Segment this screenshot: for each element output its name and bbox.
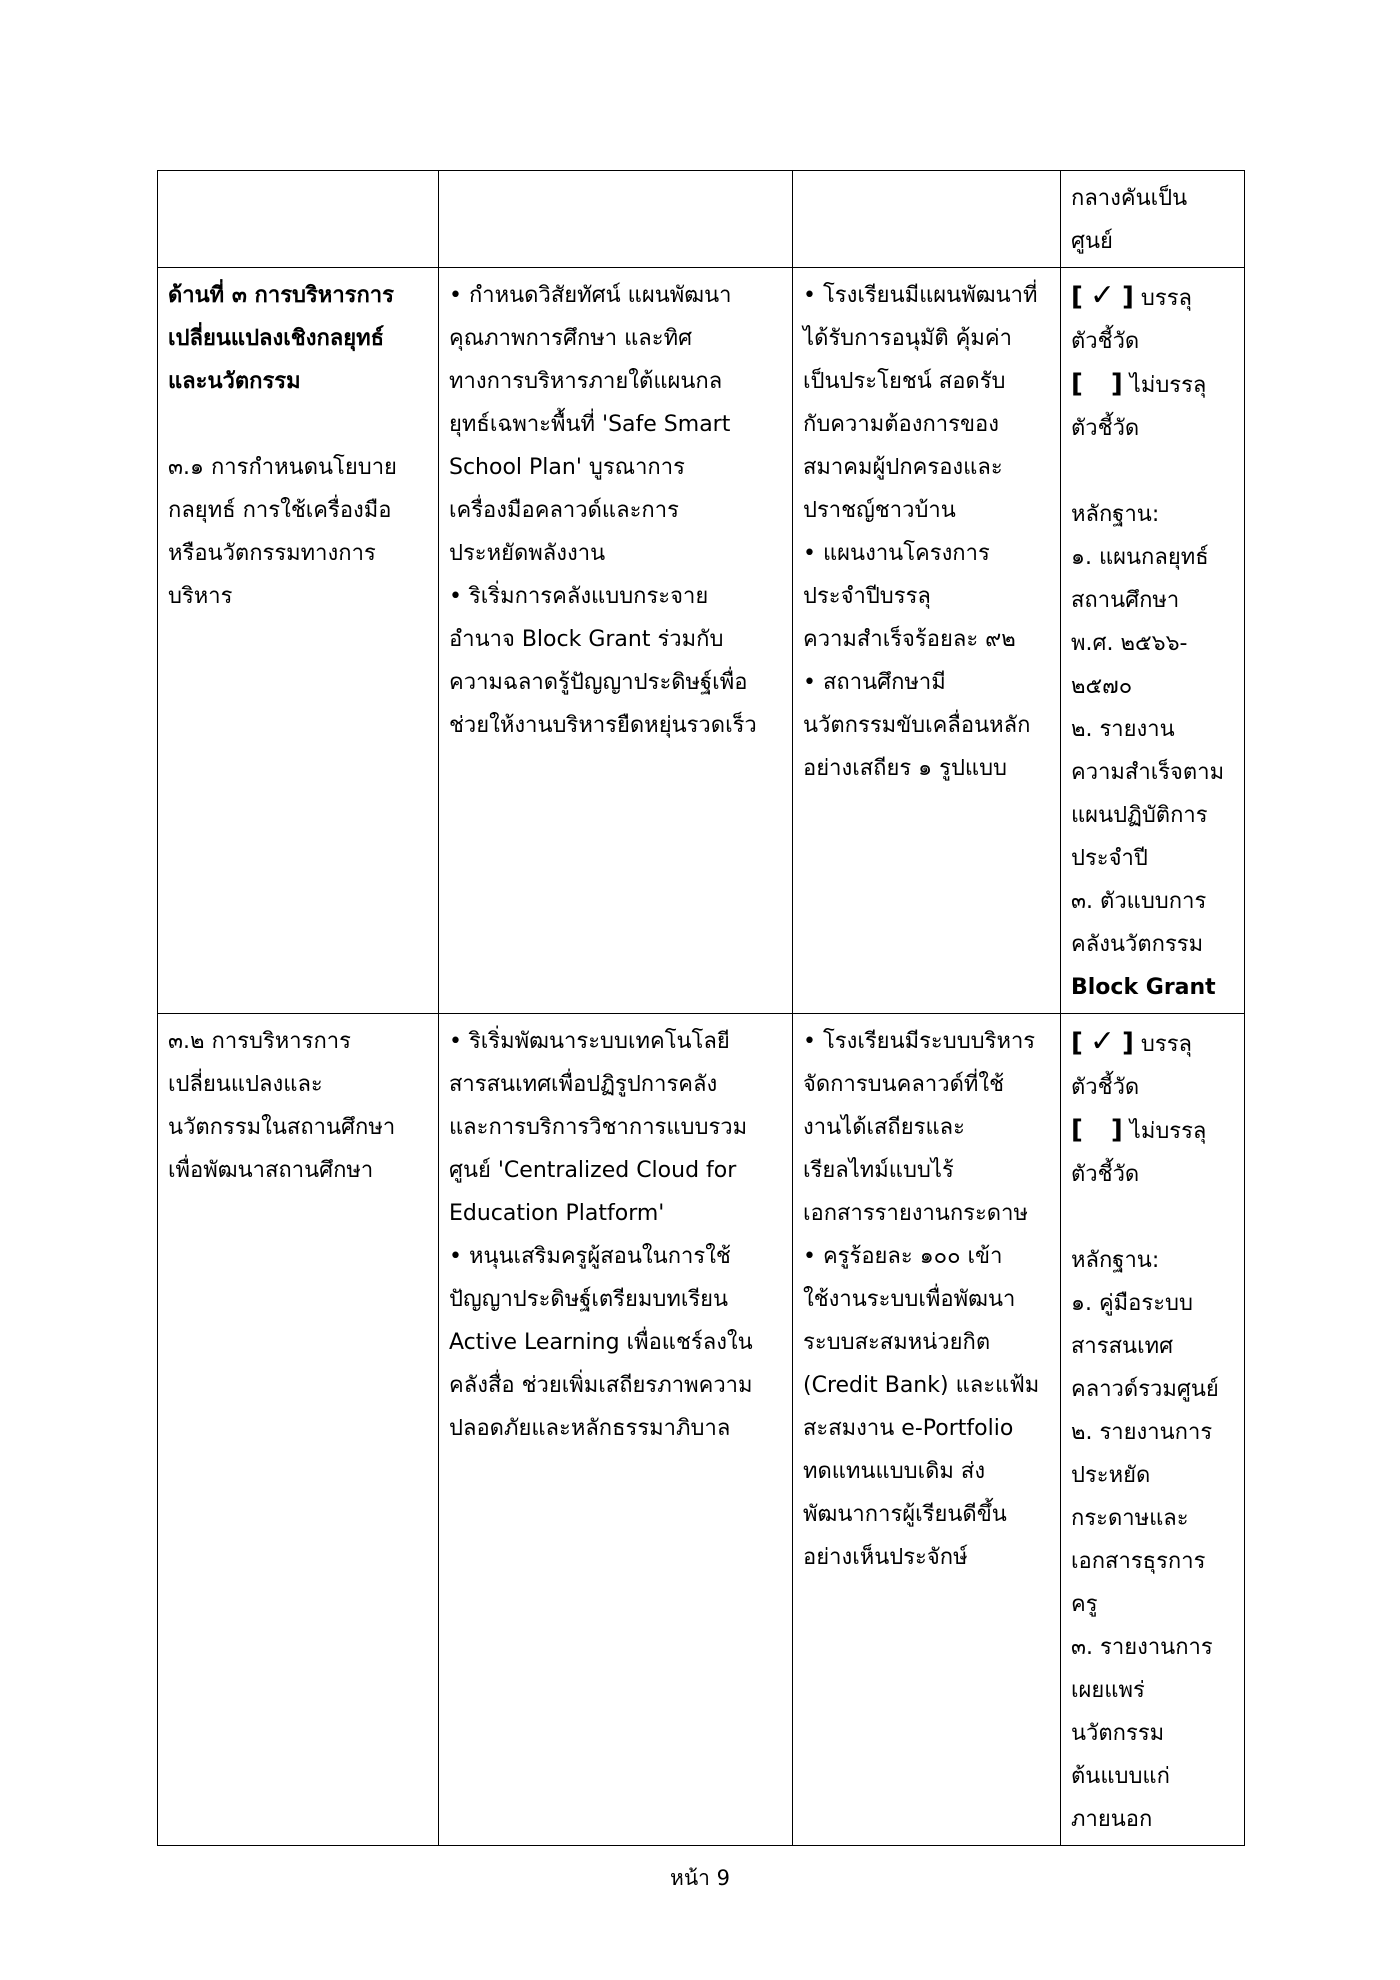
table-cell [793,1014,1061,1846]
unchecked-checkbox[interactable] [1071,1109,1234,1153]
cell-text-line: ๓.๒ การบริหารการ [168,1029,351,1054]
cell-text-line: และการบริการวิชาการแบบรวม [449,1115,748,1140]
cell-text-line: ทางการบริหารภายใต้แผนกล [449,369,723,394]
evidence-line: คลังนวัตกรรม [1071,932,1204,957]
checkbox-close-bracket: ] [1122,1028,1134,1058]
cell-text-line: ศูนย์ [1071,229,1113,254]
evidence-line: หลักฐาน: [1071,502,1160,527]
cell-text-line: คลังสื่อ ช่วยเพิ่มเสถียรภาพความ [449,1373,753,1398]
evidence-line: ๑. แผนกลยุทธ์ [1071,545,1209,570]
checkbox-close-bracket: ] [1110,369,1123,399]
cell-text-line: งานได้เสถียรและ [803,1115,965,1140]
table-row [158,268,1245,1014]
evidence-line: ๒. รายงาน [1071,717,1175,742]
page-number: หน้า 9 [669,1866,731,1890]
cell-text-line: อำนาจ Block Grant ร่วมกับ [449,627,724,652]
spacer [1071,1196,1234,1239]
checkbox-label: บรรลุ [1140,286,1193,311]
evidence-line: ประจำปี [1071,846,1148,871]
cell-text-line: คุณภาพการศึกษา และทิศ [449,326,693,351]
checkbox-open-bracket: [ [1071,1115,1083,1145]
section-title-line: และนวัตกรรม [168,369,301,394]
evidence-line: ครู [1071,1592,1098,1617]
cell-text-line: School Plan' บูรณาการ [449,455,685,480]
cell-text-line: ประจำปีบรรลุ [803,584,931,609]
spacer [1071,450,1234,493]
cell-text-line: สะสมงาน e-Portfolio [803,1416,1014,1441]
cell-text-line: ระบบสะสมหน่วยกิต [803,1330,991,1355]
table-cell [793,171,1061,268]
cell-text-line: ปราชญ์ชาวบ้าน [803,498,956,523]
cell-text-line: ความสำเร็จร้อยละ ๙๒ [803,627,1016,652]
cell-text-line: ศูนย์ 'Centralized Cloud for [449,1158,737,1183]
cell-text-line: ทดแทนแบบเดิม ส่ง [803,1459,986,1484]
evidence-line: เผยแพร่ [1071,1678,1145,1703]
evidence-line: พ.ศ. ๒๕๖๖- [1071,631,1188,656]
evidence-line: ต้นแบบแก่ [1071,1764,1170,1789]
cell-text-line: • โรงเรียนมีแผนพัฒนาที่ [803,283,1038,308]
cell-text-line: เพื่อพัฒนาสถานศึกษา [168,1158,374,1183]
cell-text-line: • โรงเรียนมีระบบบริหาร [803,1029,1036,1054]
cell-text-line: อย่างเห็นประจักษ์ [803,1545,968,1570]
evidence-line: ๓. ตัวแบบการ [1071,889,1207,914]
table-cell [158,1014,439,1846]
table-cell [1061,1014,1245,1846]
cell-text-line: ปลอดภัยและหลักธรรมาภิบาล [449,1416,731,1441]
checkbox-label: ไม่บรรลุ [1129,373,1207,398]
table-cell [158,171,439,268]
evidence-line: เอกสารธุรการ [1071,1549,1206,1574]
cell-text-line: สมาคมผู้ปกครองและ [803,455,1003,480]
cell-text-line: อย่างเสถียร ๑ รูปแบบ [803,756,1008,781]
cell-text-line: ยุทธ์เฉพาะพื้นที่ 'Safe Smart [449,412,731,437]
checkbox-label: ไม่บรรลุ [1129,1119,1207,1144]
cell-text-line: บริหาร [168,584,233,609]
table-cell [1061,268,1245,1014]
table-cell [793,268,1061,1014]
table-cell [439,268,793,1014]
cell-text-line: หรือนวัตกรรมทางการ [168,541,376,566]
section-title-line: ด้านที่ ๓ การบริหารการ [168,283,394,308]
cell-text-line: เอกสารรายงานกระดาษ [803,1201,1028,1226]
cell-text-line: ประหยัดพลังงาน [449,541,606,566]
cell-text-line: • แผนงานโครงการ [803,541,990,566]
cell-text-line: นวัตกรรมขับเคลื่อนหลัก [803,713,1031,738]
cell-text-line: ใช้งานระบบเพื่อพัฒนา [803,1287,1016,1312]
evidence-line: คลาวด์รวมศูนย์ [1071,1377,1219,1402]
evidence-line: ความสำเร็จตาม [1071,760,1225,785]
evidence-line: ประหยัด [1071,1463,1151,1488]
cell-text-line: ปัญญาประดิษฐ์เตรียมบทเรียน [449,1287,729,1312]
cell-text-line: กับความต้องการของ [803,412,999,437]
cell-text-line: เป็นประโยชน์ สอดรับ [803,369,1006,394]
evidence-line: สารสนเทศ [1071,1334,1174,1359]
cell-text-line: ความฉลาดรู้ปัญญาประดิษฐ์เพื่อ [449,670,748,695]
section-title-line: เปลี่ยนแปลงเชิงกลยุทธ์ [168,326,385,351]
table-cell [158,268,439,1014]
table-cell [439,171,793,268]
spacer [168,403,428,446]
cell-text-line: Education Platform' [449,1201,665,1226]
checked-checkbox[interactable] [1071,1020,1234,1066]
evidence-line: ภายนอก [1071,1807,1153,1832]
table-cell [1061,171,1245,268]
evidence-line: แผนปฏิบัติการ [1071,803,1208,828]
cell-text-line: กลางคันเป็น [1071,186,1188,211]
cell-text-line: ได้รับการอนุมัติ คุ้มค่า [803,326,1012,351]
cell-text-line: ช่วยให้งานบริหารยืดหยุ่นรวดเร็ว [449,713,757,738]
checkbox-label: บรรลุ [1140,1032,1193,1057]
evidence-line: Block Grant [1071,975,1216,1000]
checkbox-open-bracket: [ [1071,369,1083,399]
checkbox-open-bracket: [ [1071,282,1083,312]
evidence-line: สถานศึกษา [1071,588,1180,613]
cell-text-line: • ริเริ่มการคลังแบบกระจาย [449,584,709,609]
checkbox-open-bracket: [ [1071,1028,1083,1058]
cell-text-line: กลยุทธ์ การใช้เครื่องมือ [168,498,392,523]
unchecked-checkbox[interactable] [1071,363,1234,407]
evidence-line: หลักฐาน: [1071,1248,1160,1273]
cell-text-line: สารสนเทศเพื่อปฏิรูปการคลัง [449,1072,718,1097]
cell-text-line: • ครูร้อยละ ๑๐๐ เข้า [803,1244,1003,1269]
cell-text-line: • กำหนดวิสัยทัศน์ แผนพัฒนา [449,283,732,308]
cell-text-line: Active Learning เพื่อแชร์ลงใน [449,1330,753,1355]
table-row [158,171,1245,268]
cell-text-line: • ริเริ่มพัฒนาระบบเทคโนโลยี [449,1029,730,1054]
indicator-table [157,170,1245,1846]
table-cell [439,1014,793,1846]
cell-text-line: ตัวชี้วัด [1071,1162,1140,1187]
evidence-line: นวัตกรรม [1071,1721,1165,1746]
cell-text-line: ตัวชี้วัด [1071,416,1140,441]
check-mark-icon: ✓ [1089,1024,1116,1059]
check-mark-icon: ✓ [1089,278,1116,313]
cell-text-line: เปลี่ยนแปลงและ [168,1072,323,1097]
cell-text-line: ตัวชี้วัด [1071,1075,1140,1100]
evidence-line: ๒. รายงานการ [1071,1420,1213,1445]
checkbox-close-bracket: ] [1122,282,1134,312]
cell-text-line: จัดการบนคลาวด์ที่ใช้ [803,1072,1005,1097]
evidence-line: ๓. รายงานการ [1071,1635,1213,1660]
checked-checkbox[interactable] [1071,274,1234,320]
cell-text-line: ตัวชี้วัด [1071,329,1140,354]
cell-text-line: (Credit Bank) และแฟ้ม [803,1373,1040,1398]
cell-text-line: ๓.๑ การกำหนดนโยบาย [168,455,397,480]
evidence-line: กระดาษและ [1071,1506,1189,1531]
evidence-line: ๒๕๗๐ [1071,674,1133,699]
cell-text-line: เรียลไทม์แบบไร้ [803,1158,954,1183]
cell-text-line: เครื่องมือคลาวด์และการ [449,498,679,523]
cell-text-line: • หนุนเสริมครูผู้สอนในการใช้ [449,1244,731,1269]
table-row [158,1014,1245,1846]
cell-text-line: พัฒนาการผู้เรียนดีขึ้น [803,1502,1007,1527]
evidence-line: ๑. คู่มือระบบ [1071,1291,1193,1316]
cell-text-line: • สถานศึกษามี [803,670,946,695]
cell-text-line: นวัตกรรมในสถานศึกษา [168,1115,396,1140]
checkbox-close-bracket: ] [1110,1115,1123,1145]
